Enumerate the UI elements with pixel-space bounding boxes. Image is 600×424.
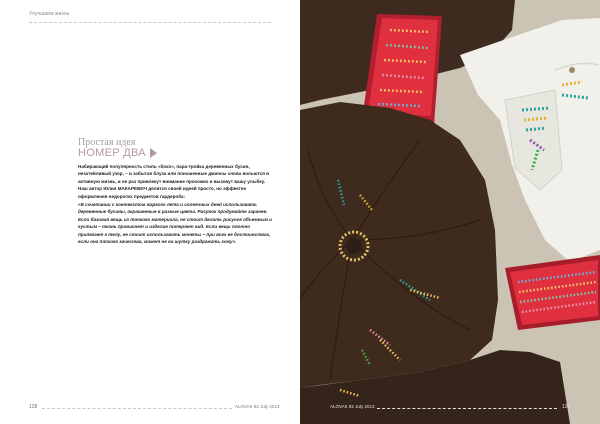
article-title-text: НОМЕР ДВА xyxy=(78,147,146,159)
garments-photo xyxy=(300,0,600,424)
left-page-number: 128 xyxy=(29,404,38,410)
red-bead-tray-bottom xyxy=(505,255,600,330)
triangle-right-icon xyxy=(150,148,157,158)
section-label: Улучшаем жизнь xyxy=(29,11,70,17)
article-quote: «В сочетании с контекстом жаркого лета и солнечных дней использовать деревянные бусины, окрашенные в разные цвета. Рисунок продумайте заранее. Если базовая вещь из тонкого материала, не стоит делать рисунок объемным и густым – ткань провиснет и изделие потеряет вид. Если вещь плотно прилегает к телу, не стоит использовать монеты – при всех ее достоинствах, если она плохого качества, может не на шутку раздражать кожу». xyxy=(78,202,272,245)
footer-divider-right xyxy=(377,408,557,409)
header-divider xyxy=(29,22,271,23)
right-page-photo xyxy=(300,0,600,424)
footer-divider-left xyxy=(42,408,232,409)
article-body xyxy=(78,163,273,246)
left-magazine-issue: ALOVAK 82 July 2013 xyxy=(235,404,280,409)
article-title xyxy=(78,147,157,159)
right-magazine-issue: ALOVAK 82 July 2013 xyxy=(330,404,375,409)
article-kicker: Простая идея xyxy=(78,137,136,148)
article-lead: Набирающий популярность стиль «бохо», пара-тройка деревянных бусин, незатейливый узор, – и забытая блуза или поношенные джинсы снова вольются в активную жизнь, и не раз привлекут внимание прохожих и вызовут вашу улыбку. Наш автор Юлия МАКАРЕВИЧ делится своей идеей просто, но эффектно оформления недорогих предметов гардероба: xyxy=(78,164,269,199)
right-page-number: 129 xyxy=(562,404,571,410)
